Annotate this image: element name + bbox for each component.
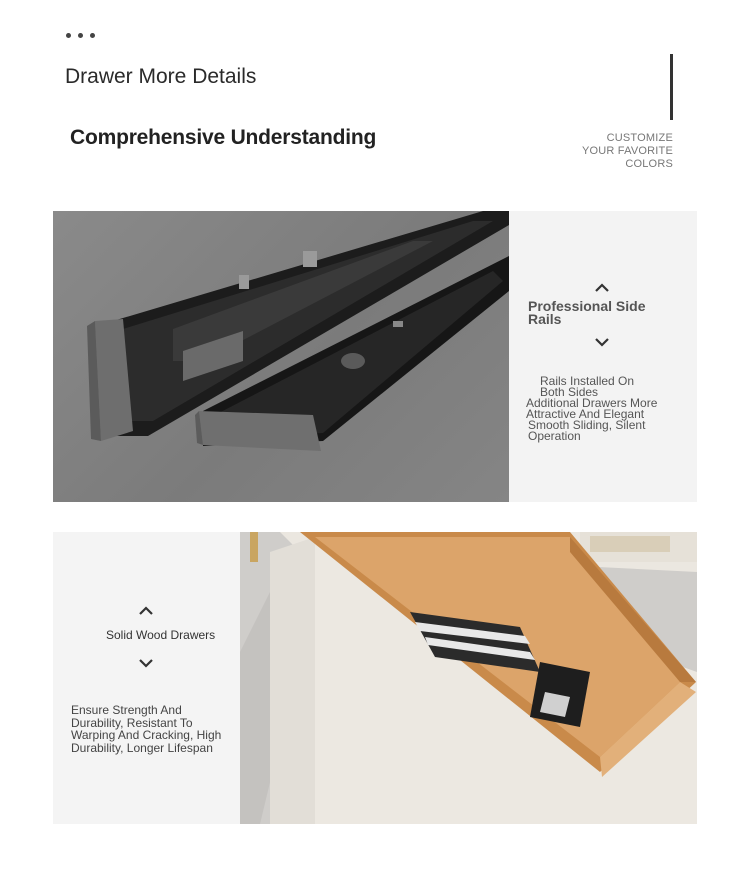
- solid-wood-description: Ensure Strength And Durability, Resistant To Warping And Cracking, High Durability, Longer Lifespan: [71, 703, 222, 755]
- desc-line: Rails Installed On: [540, 374, 635, 388]
- desc-line: Operation: [528, 429, 581, 443]
- dot: [78, 33, 83, 38]
- chevron-up-icon[interactable]: [594, 280, 610, 298]
- side-rails-panel: [509, 211, 697, 502]
- chevron-down-icon[interactable]: [594, 334, 610, 352]
- chevron-up-icon[interactable]: [138, 603, 154, 621]
- side-rails-illustration: [53, 211, 509, 502]
- dot: [66, 33, 71, 38]
- side-rails-title: Professional Side Rails: [528, 298, 646, 327]
- customize-tagline: [533, 132, 673, 171]
- desc-line: Additional Drawers More: [526, 396, 658, 410]
- side-rails-description: [526, 376, 686, 442]
- side-rails-photo: [53, 211, 509, 502]
- solid-wood-drawer-photo: [240, 532, 697, 824]
- solid-wood-title: Solid Wood Drawers: [106, 628, 216, 642]
- page-title: Drawer More Details: [65, 65, 257, 88]
- desc-line: Attractive And Elegant: [526, 407, 645, 421]
- desc-line: Both Sides: [540, 385, 599, 399]
- desc-line: Smooth Sliding, Silent: [528, 418, 646, 432]
- tagline-line-2: YOUR FAVORITE: [581, 145, 673, 157]
- solid-wood-panel: [53, 532, 240, 824]
- page-subtitle: Comprehensive Understanding: [70, 126, 377, 149]
- drawer-illustration: [240, 532, 697, 824]
- tagline-line-1: CUSTOMIZE: [606, 132, 673, 144]
- menu-dots-icon[interactable]: [66, 33, 95, 38]
- chevron-down-icon[interactable]: [138, 655, 154, 673]
- tagline-line-3: COLORS: [625, 158, 673, 170]
- dot: [90, 33, 95, 38]
- divider-line: [670, 54, 673, 120]
